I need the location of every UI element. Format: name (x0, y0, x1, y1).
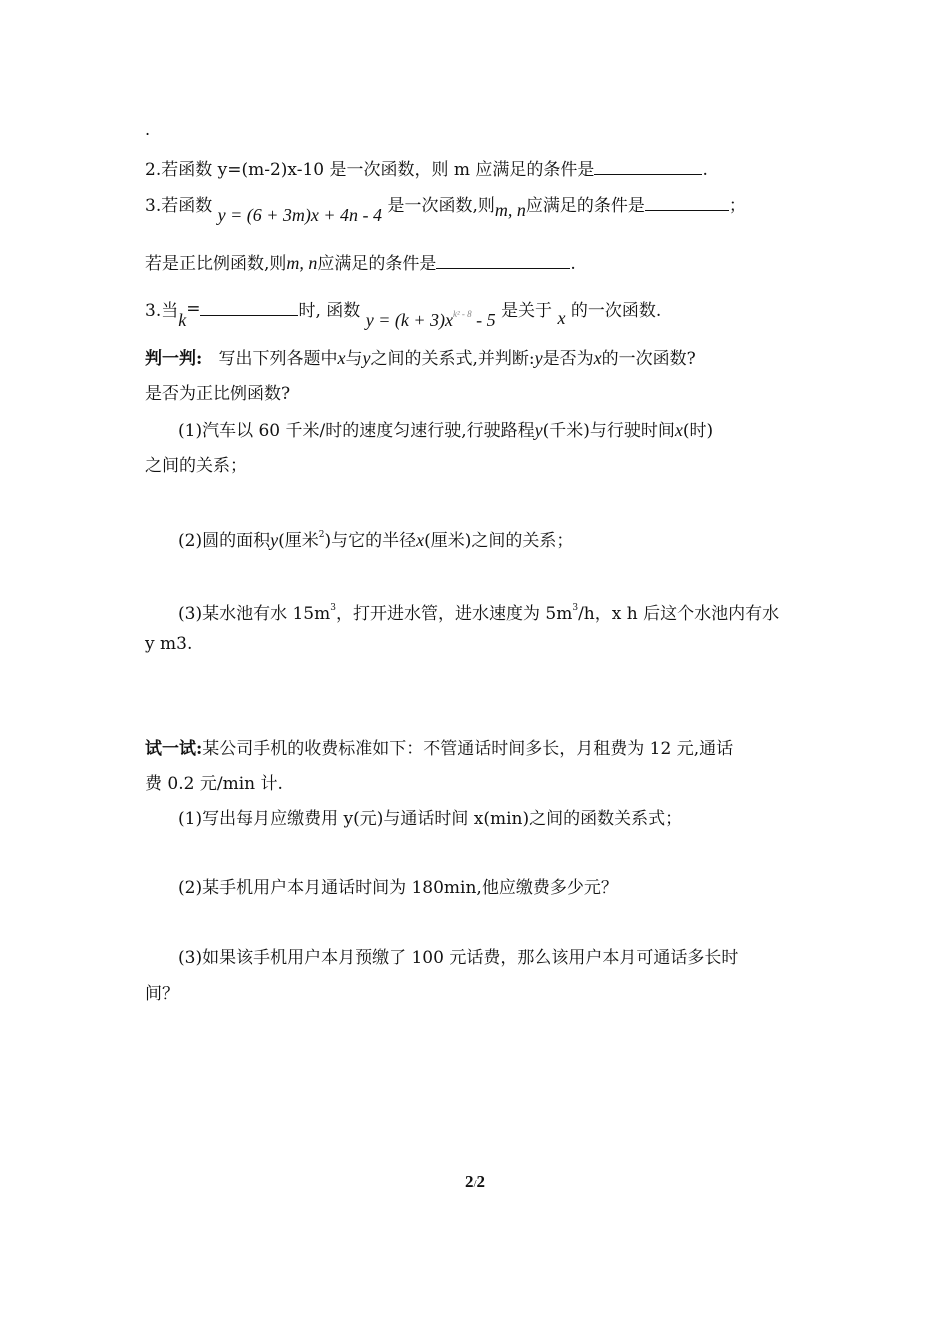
question-3-line2-prefix: 若是正比例函数,则 (145, 254, 287, 274)
answer-blank-3a[interactable] (645, 194, 729, 211)
question-3b-after: 是关于 (501, 301, 553, 321)
answer-blank-2[interactable] (594, 158, 702, 175)
judge-line-2: 是否为正比例函数? (145, 384, 291, 404)
page-total: 2 (476, 1172, 486, 1191)
judge-and: 与 (345, 349, 363, 369)
page-number (0, 1172, 950, 1192)
question-3-vars: m, n (494, 200, 526, 220)
judge-item-2-a: (2)圆的面积 (178, 531, 271, 551)
try-item-1: (1)写出每月应缴费用 y(元)与通话时间 x(min)之间的函数关系式； (178, 809, 683, 829)
question-3-line-2 (145, 252, 576, 275)
stray-dot: . (145, 120, 151, 139)
judge-text-4: 的一次函数? (601, 349, 696, 369)
question-3-prefix: 若函数 (161, 196, 213, 216)
question-3-after: 应满足的条件是 (525, 196, 645, 216)
try-title: 试一试: (145, 739, 203, 759)
formula-base: y = (k + 3)x (365, 310, 453, 330)
question-3-suffix: ； (728, 196, 746, 216)
judge-item-2-c: )与它的半径 (324, 531, 417, 551)
try-item-3: (3)如果该手机用户本月预缴了 100 元话费，那么该用户本月可通话多长时 (178, 948, 739, 968)
judge-item-2-d: (厘米)之间的关系； (424, 531, 574, 551)
question-3-number: 3. (145, 196, 162, 216)
judge-item-3 (178, 597, 779, 625)
formula-tail: - 5 (476, 310, 496, 330)
question-3-middle: 是一次函数,则 (387, 196, 495, 216)
try-item-2: (2)某手机用户本月通话时间为 180min,他应缴费多少元？ (178, 878, 618, 898)
judge-x: x (337, 348, 346, 368)
judge-item-3-sup1: 3 (330, 603, 336, 613)
judge-title: 判一判: (145, 349, 203, 369)
question-3 (145, 194, 746, 225)
judge-item-2-y: y (270, 530, 279, 550)
question-3b-x: x (557, 308, 566, 328)
question-3-line2-vars: m, n (286, 253, 318, 273)
try-line-2: 费 0.2 元/min 计. (145, 774, 283, 794)
judge-text-2: 之间的关系式,并判断: (370, 349, 535, 369)
judge-item-3-b: ，打开进水管，进水速度为 5m (335, 604, 573, 624)
question-3-formula: y = (6 + 3m)x + 4n - 4 (217, 205, 383, 225)
page-separator: / (473, 1178, 477, 1190)
judge-item-3-c: /h，x h 后这个水池内有水 (578, 604, 780, 624)
question-2 (145, 158, 708, 181)
answer-blank-3b[interactable] (436, 252, 570, 269)
judge-item-1-x: x (674, 420, 683, 440)
judge-y2: y (534, 348, 543, 368)
judge-item-1-b: (千米)与行驶时间 (542, 421, 675, 441)
question-3b-k: k (178, 310, 187, 330)
judge-section-heading (145, 347, 696, 370)
question-3b-formula (366, 310, 496, 330)
page-current: 2 (464, 1172, 474, 1191)
question-3-line2-after: 应满足的条件是 (317, 254, 437, 274)
question-2-suffix: . (702, 160, 708, 180)
judge-item-3-a: (3)某水池有水 15m (178, 604, 331, 624)
judge-item-2 (178, 524, 573, 552)
question-3b-eq: = (186, 299, 201, 319)
question-3b-middle: 时, 函数 (298, 301, 361, 321)
judge-item-2-sup: 2 (318, 530, 325, 540)
judge-text-1: 写出下列各题中 (218, 349, 338, 369)
question-3b-number: 3. (145, 301, 162, 321)
try-item-3-line-2: 间？ (145, 984, 179, 1004)
judge-item-3-line-2: y m3. (145, 634, 193, 654)
answer-blank-3c[interactable] (200, 299, 298, 316)
judge-item-1-a: (1)汽车以 60 千米/时的速度匀速行驶,行驶路程 (178, 421, 535, 441)
judge-item-2-x: x (416, 530, 425, 550)
judge-text-3: 是否为 (542, 349, 594, 369)
question-3b-prefix: 当 (161, 301, 179, 321)
judge-x2: x (593, 348, 602, 368)
judge-y: y (362, 348, 371, 368)
question-3b-suffix: 的一次函数. (570, 301, 662, 321)
formula-exponent: k² - 8 (452, 309, 472, 319)
judge-item-2-b: (厘米 (278, 531, 319, 551)
question-2-number: 2. (145, 160, 162, 180)
question-3-line2-suffix: . (570, 254, 576, 274)
question-3b (145, 293, 662, 330)
question-2-text: 若函数 y=(m-2)x-10 是一次函数，则 m 应满足的条件是 (161, 160, 595, 180)
judge-item-1-y: y (534, 420, 543, 440)
try-text: 某公司手机的收费标准如下：不管通话时间多长，月租费为 12 元,通话 (202, 739, 734, 759)
judge-item-1 (178, 419, 713, 442)
judge-item-1-c: (时) (682, 421, 714, 441)
judge-item-3-sup2: 3 (572, 603, 579, 613)
judge-item-1-line-2: 之间的关系； (145, 456, 247, 476)
try-section-heading (145, 738, 733, 760)
